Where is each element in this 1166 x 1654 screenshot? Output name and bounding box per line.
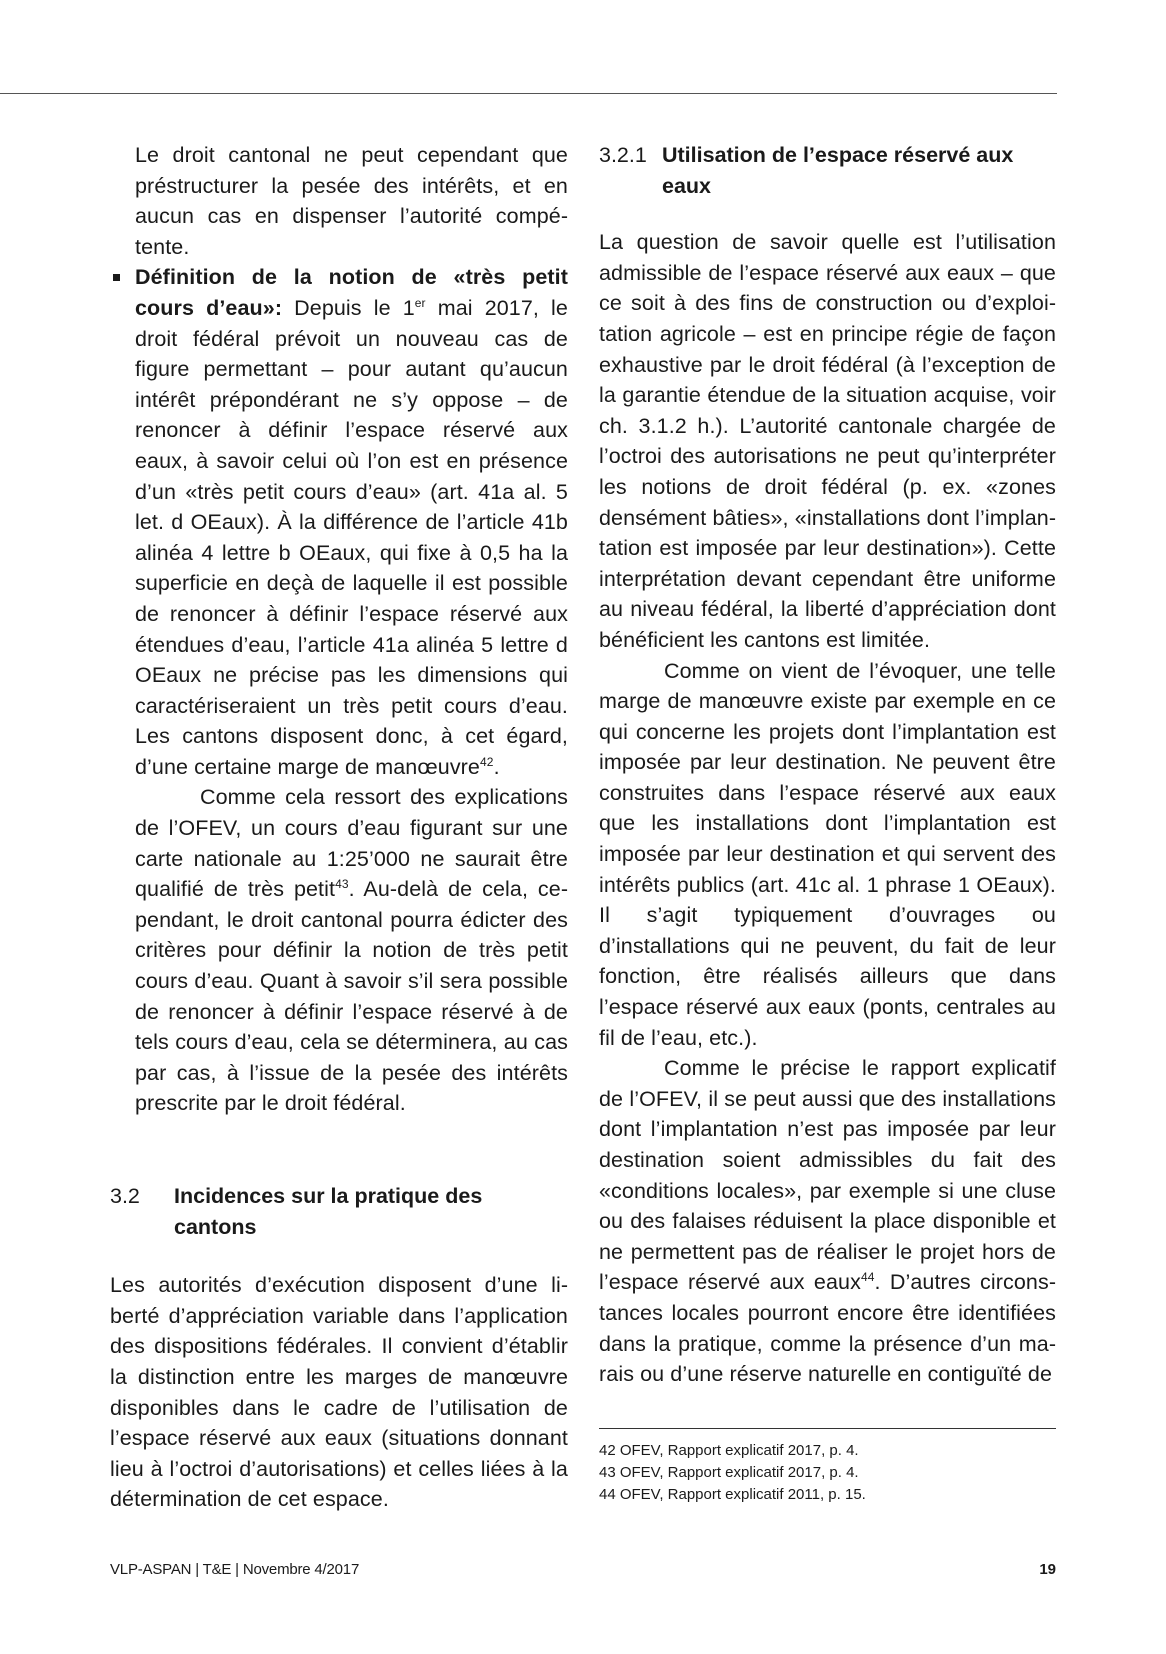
footnote-43: 43 OFEV, Rapport explicatif 2017, p. 4. — [599, 1464, 859, 1481]
header-rule — [0, 93, 1057, 94]
footnote-ref-42[interactable]: 42 — [480, 754, 494, 769]
paragraph-3 — [599, 1053, 1056, 1390]
section-number: 3.2 — [110, 1184, 140, 1208]
paragraph-text: Comme le précise le rapport explicatif de l’OFEV, il se peut aussi que des installations dont l’implantation n’est pas imposée par leur destination soient admissibles du fait des «conditions locales», par exemple si une cluse ou des falaises réduisent la place disponible et ne permettent pas de réaliser le projet hors de l’espace réservé aux eaux — [599, 1056, 1056, 1295]
paragraph-text: Comme cela ressort des explications de l’OFEV, un cours d’eau figurant sur une carte nationale au 1:25’000 ne saurait être qualifié de très petit — [135, 785, 568, 902]
bullet-square-icon — [113, 274, 120, 281]
footer-publication: VLP-ASPAN | T&E | Novembre 4/2017 — [110, 1561, 360, 1578]
section-title: Incidences sur la pratique des cantons — [174, 1184, 483, 1239]
footnote-42: 42 OFEV, Rapport explicatif 2017, p. 4. — [599, 1442, 859, 1459]
bullet-text-end: . — [493, 754, 500, 779]
intro-paragraph: Le droit cantonal ne peut cependant que préstructurer la pesée des intérêts, et en aucun cas en dispenser l’autorité compétente. — [135, 143, 568, 259]
paragraph-2: Comme on vient de l’évoquer, une telle marge de manœuvre existe par exemple en ce qui concerne les projets dont l’implantation est imposée par leur destination. Ne peuvent être construites dans l’espace réservé aux eaux que les installations dont l’implantation est imposée par leur destination et qui servent des intérêts publics (art. 41c al. 1 phrase 1 OEaux). Il s’agit typiquement d’ouvrages ou d’installations qui ne peuvent, du fait de leur fonction, être réalisés ailleurs que dans l’espace réservé aux eaux (ponts, centrales au fil de l’eau, etc.). — [599, 658, 1056, 1050]
section-heading-3-2 — [110, 1181, 568, 1242]
bullet-text-cont: mai 2017, le droit fédéral prévoit un nouveau cas de figure permettant – pour autant qu’aucun intérêt prépondérant ne s’y oppose – de renoncer à définir l’espace réservé aux eaux, à savoir celui où l’on est en présence d’un «très petit cours d’eau» (art. 41a al. 5 let. d OEaux). À la différence de l’article 41b alinéa 4 lettre b OEaux, qui fixe à 0,5 ha la superficie en deçà de laquelle il est possible de renoncer à définir l’espace réservé aux étendues d’eau, l’article 41a alinéa 5 lettre d OEaux ne précise pas les dimensions qui caractériseraient un très petit cours d’eau. Les cantons disposent donc, à cet égard, d’une certaine marge de manœuvre — [135, 295, 568, 779]
footnote-ref-43[interactable]: 43 — [335, 877, 349, 892]
subsection-title: Utilisation de l’espace réservé aux eaux — [662, 143, 1014, 198]
paragraph-1: La question de savoir quelle est l’utilisation admissible de l’espace réservé aux eaux – que ce soit à des fins de construction ou d’exploitation agricole – est en principe régie de façon exhaustive par le droit fédéral (à l’exception de la garantie étendue de la situation acquise, voir ch. 3.1.2 h.). L’autorité cantonale chargée de l’octroi des autorisations ne peut qu’interpréter les notions de droit fédéral (p. ex. «zones densément bâties», «installations dont l’implantation est imposée par leur destination»). Cette interprétation devant cependant être uniforme au niveau fédéral, la liberté d’appréciation dont bénéficient les cantons est limitée. — [599, 230, 1056, 652]
page-number: 19 — [1039, 1561, 1056, 1578]
subsection-heading-3-2-1 — [599, 140, 1056, 201]
footnotes — [599, 1440, 1056, 1506]
ordinal-superscript: er — [414, 295, 426, 310]
paragraph-text-cont: . Au-delà de cela, cependant, le droit cantonal pourra édicter des critères pour définir la notion de très petit cours d’eau. Quant à savoir s’il sera possible de renoncer à définir l’espace réservé à de tels cours d’eau, cela se déterminera, au cas par cas, à l’issue de la pesée des intérêts prescrite par le droit fédéral. — [135, 877, 568, 1116]
footnote-44: 44 OFEV, Rapport explicatif 2011, p. 15. — [599, 1486, 866, 1503]
bullet-text: Depuis le 1 — [282, 295, 415, 320]
bullet-item-tres-petit-cours-deau — [110, 262, 568, 1119]
paragraph-text-cont: . D’autres circonstances locales pourront encore être identifiées dans la pratique, comme la présence d’un marais ou d’une réserve naturelle en contiguïté de — [599, 1270, 1056, 1387]
right-column — [599, 140, 1056, 1390]
bullet-bold-lead: Définition de la notion de «très petit cours d’eau»: — [135, 265, 568, 320]
footnote-ref-44[interactable]: 44 — [860, 1270, 875, 1285]
bullet-paragraph-2 — [135, 782, 568, 1119]
section-paragraph: Les autorités d’exécution disposent d’une liberté d’appréciation variable dans l’application des dispositions fédérales. Il convient d’établir la distinction entre les marges de manœuvre disponibles dans le cadre de l’utilisation de l’espace réservé aux eaux (situations donnant lieu à l’octroi d’autorisations) et celles liées à la détermination de cet espace. — [110, 1273, 568, 1512]
left-column — [110, 140, 568, 1515]
footnote-rule — [599, 1428, 1056, 1429]
subsection-number: 3.2.1 — [599, 143, 647, 167]
